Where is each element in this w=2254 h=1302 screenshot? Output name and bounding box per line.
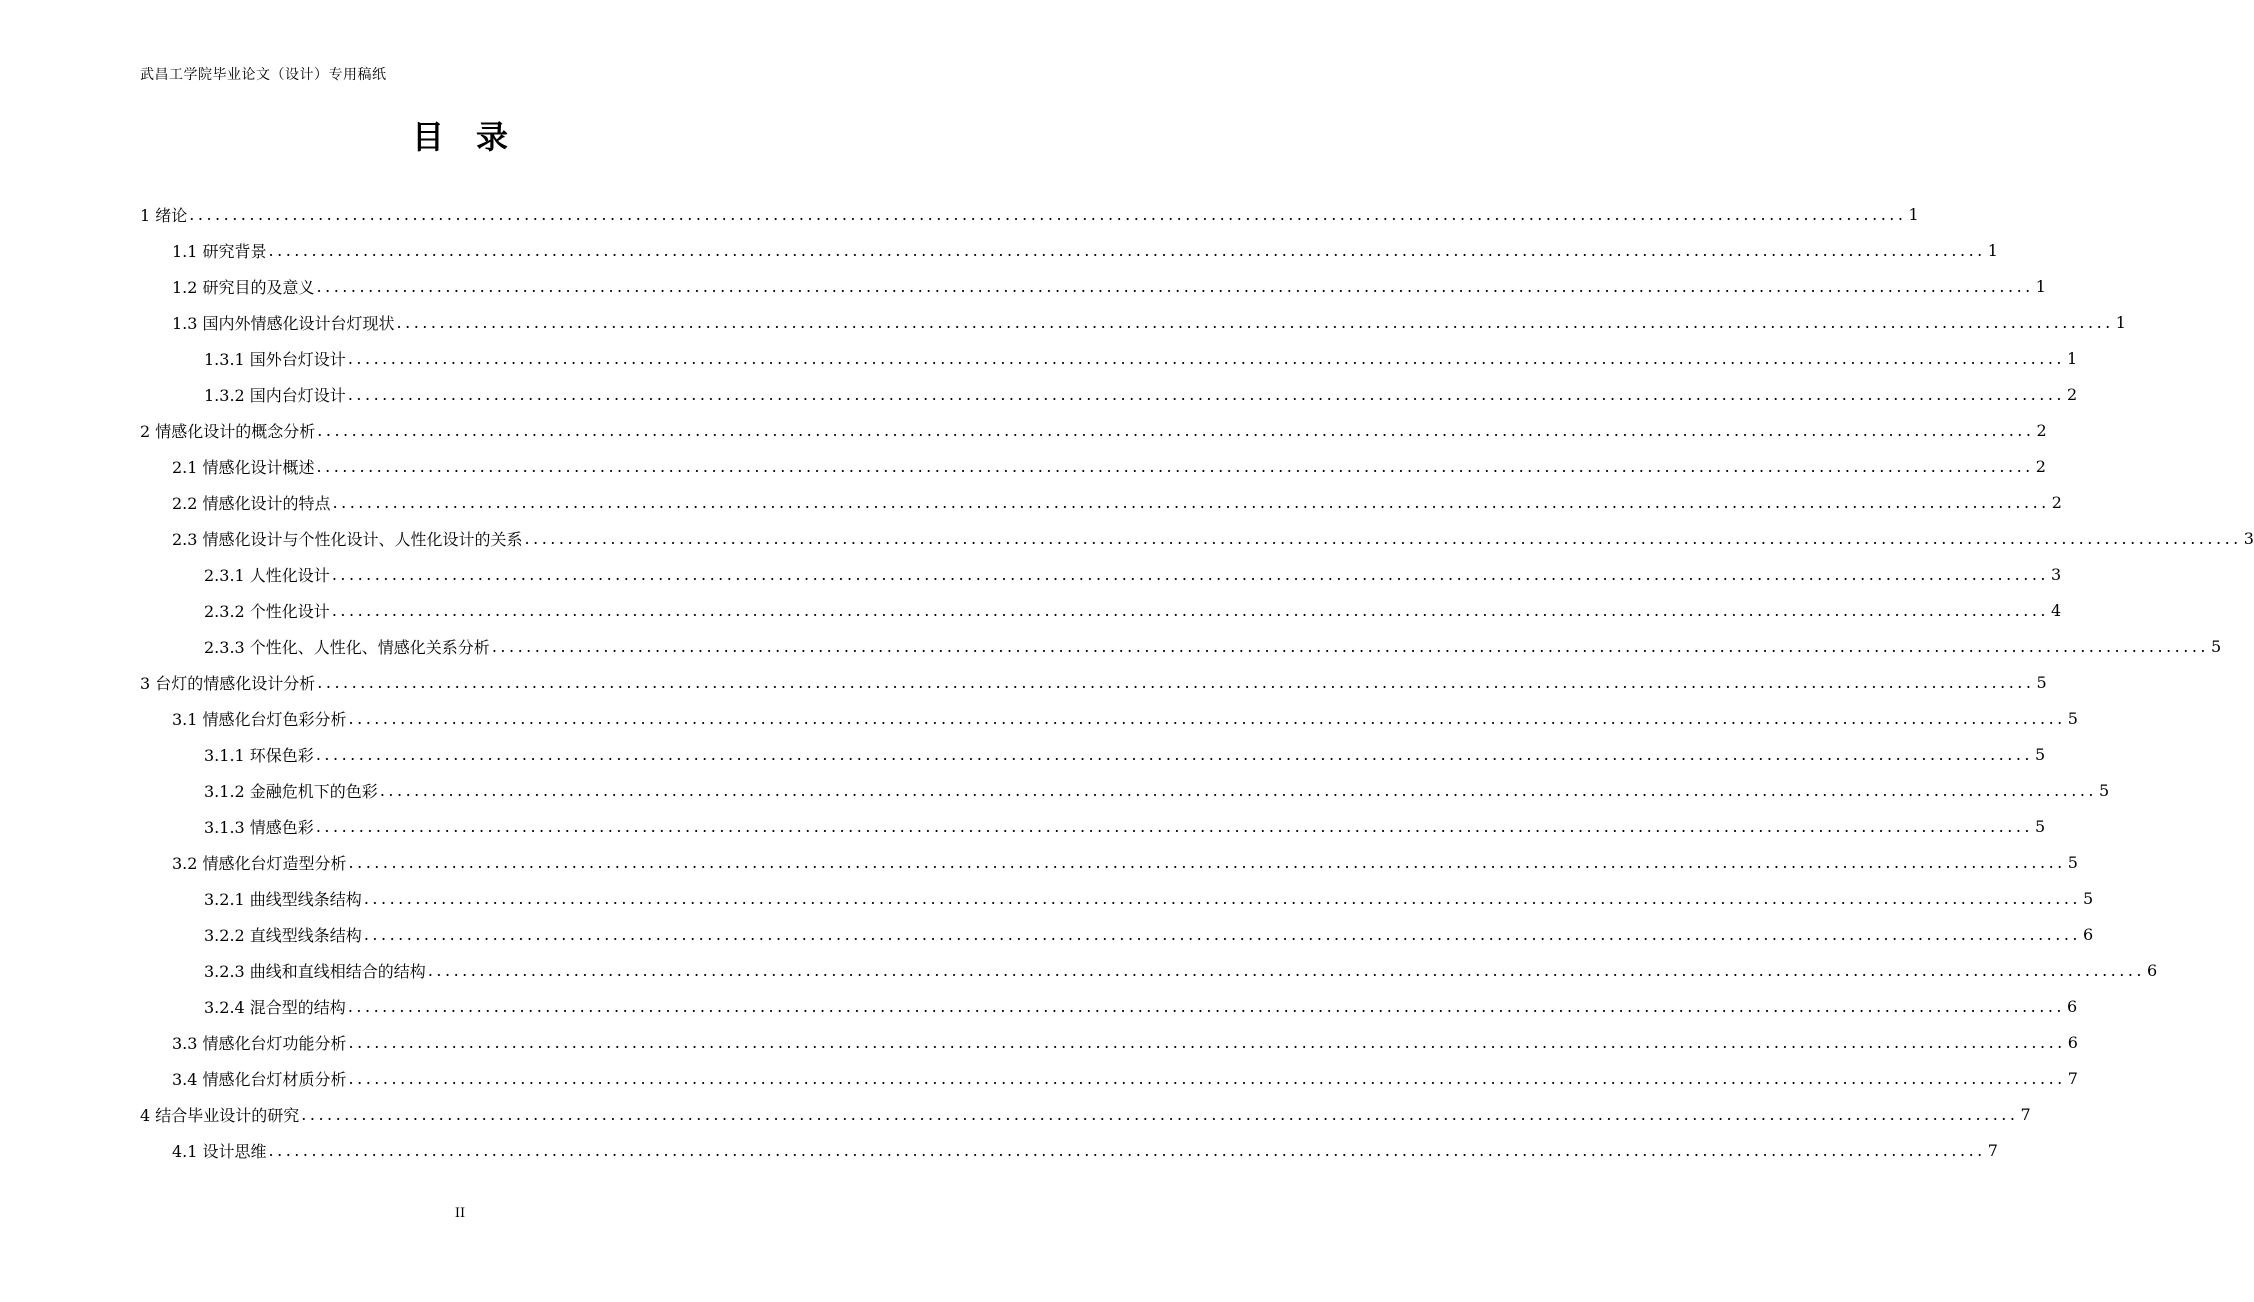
toc-entry-page: 1: [1987, 240, 1998, 260]
page-title: 目 录: [411, 118, 508, 156]
toc-entry-label: 3.3 情感化台灯功能分析: [172, 1033, 347, 1053]
toc-entry-page: 2: [2035, 456, 2046, 476]
toc-dot-leader: ........................................................................................................................................................................................................: [268, 240, 1986, 260]
page-header: 武昌工学院毕业论文（设计）专用稿纸: [140, 67, 387, 83]
toc-entry-label: 2.3.2 个性化设计: [204, 601, 330, 621]
toc-entry-page: 5: [2099, 780, 2110, 800]
toc-entry-label: 2.1 情感化设计概述: [172, 457, 315, 477]
toc-entry-label: 2.2 情感化设计的特点: [172, 493, 331, 513]
toc-dot-leader: ........................................................................................................................................................................................................: [427, 960, 2145, 980]
toc-entry[interactable]: [0, 808, 2046, 844]
toc-entry-label: 3.2.2 直线型线条结构: [204, 925, 362, 945]
toc-entry-page: 2: [2051, 492, 2062, 512]
page-number: II: [454, 1206, 466, 1221]
toc-entry-page: 6: [2147, 960, 2158, 980]
toc-dot-leader: ........................................................................................................................................................................................................: [332, 492, 2050, 512]
toc-entry[interactable]: [0, 304, 2126, 340]
toc-entry-page: 5: [2067, 708, 2078, 728]
toc-entry-page: 5: [2211, 636, 2222, 656]
toc-entry-page: 5: [2083, 888, 2094, 908]
toc-dot-leader: ........................................................................................................................................................................................................: [348, 852, 2066, 872]
toc-entry-page: 1: [1908, 204, 1919, 224]
toc-entry[interactable]: [0, 232, 1998, 268]
toc-entry-label: 2.3.1 人性化设计: [204, 565, 330, 585]
toc-entry-page: 2: [2067, 384, 2078, 404]
toc-dot-leader: ........................................................................................................................................................................................................: [347, 348, 2065, 368]
toc-dot-leader: ........................................................................................................................................................................................................: [491, 636, 2209, 656]
toc-entry[interactable]: [0, 484, 2062, 520]
toc-entry-page: 3: [2051, 564, 2062, 584]
toc-entry[interactable]: [0, 844, 2078, 880]
toc-entry[interactable]: [0, 916, 2094, 952]
toc-dot-leader: ........................................................................................................................................................................................................: [316, 276, 2034, 296]
toc-entry-label: 1.1 研究背景: [172, 241, 267, 261]
toc-entry-page: 7: [1987, 1140, 1998, 1160]
toc-dot-leader: ........................................................................................................................................................................................................: [348, 1068, 2066, 1088]
toc-entry-label: 1.3 国内外情感化设计台灯现状: [172, 313, 395, 333]
toc-entry[interactable]: [0, 1060, 2078, 1096]
toc-entry-page: 5: [2035, 816, 2046, 836]
toc-dot-leader: ........................................................................................................................................................................................................: [331, 600, 2049, 620]
toc-entry-label: 3.1 情感化台灯色彩分析: [172, 709, 347, 729]
toc-entry-label: 3.4 情感化台灯材质分析: [172, 1069, 347, 1089]
toc-entry[interactable]: [0, 1132, 1998, 1168]
toc-entry-page: 3: [2243, 528, 2254, 548]
toc-dot-leader: ........................................................................................................................................................................................................: [348, 1032, 2066, 1052]
toc-dot-leader: ........................................................................................................................................................................................................: [317, 672, 2035, 692]
toc-entry[interactable]: [0, 412, 2047, 448]
toc-entry-label: 2.3 情感化设计与个性化设计、人性化设计的关系: [172, 529, 523, 549]
toc-dot-leader: ........................................................................................................................................................................................................: [315, 744, 2033, 764]
toc-entry-page: 6: [2083, 924, 2094, 944]
toc-entry[interactable]: [0, 376, 2078, 412]
toc-entry[interactable]: [0, 628, 2222, 664]
toc-entry-label: 1.3.2 国内台灯设计: [204, 385, 346, 405]
toc-dot-leader: ........................................................................................................................................................................................................: [317, 420, 2035, 440]
toc-entry-label: 2.3.3 个性化、人性化、情感化关系分析: [204, 637, 490, 657]
toc-dot-leader: ........................................................................................................................................................................................................: [347, 996, 2065, 1016]
toc-entry[interactable]: [0, 988, 2078, 1024]
toc-dot-leader: ........................................................................................................................................................................................................: [331, 564, 2049, 584]
toc-entry[interactable]: [0, 556, 2062, 592]
toc-entry-page: 1: [2115, 312, 2126, 332]
toc-dot-leader: ........................................................................................................................................................................................................: [363, 924, 2081, 944]
toc-dot-leader: ........................................................................................................................................................................................................: [268, 1140, 1986, 1160]
toc-entry-label: 3.1.1 环保色彩: [204, 745, 314, 765]
toc-entry-page: 1: [2067, 348, 2078, 368]
toc-entry[interactable]: [0, 952, 2158, 988]
toc-entry[interactable]: [0, 772, 2110, 808]
toc-entry[interactable]: [0, 340, 2078, 376]
toc-entry-label: 3.2 情感化台灯造型分析: [172, 853, 347, 873]
toc-entry-page: 6: [2067, 996, 2078, 1016]
toc-entry-label: 1.3.1 国外台灯设计: [204, 349, 346, 369]
toc-dot-leader: ........................................................................................................................................................................................................: [524, 528, 2242, 548]
toc-entry-page: 5: [2036, 672, 2047, 692]
toc-dot-leader: ........................................................................................................................................................................................................: [347, 384, 2065, 404]
toc-entry-label: 4 结合毕业设计的研究: [140, 1105, 300, 1125]
toc-dot-leader: ........................................................................................................................................................................................................: [363, 888, 2081, 908]
toc-entry[interactable]: [0, 1096, 2031, 1132]
toc-entry-label: 4.1 设计思维: [172, 1141, 267, 1161]
toc-entry-label: 1 绪论: [140, 205, 188, 225]
toc-entry-label: 3.2.4 混合型的结构: [204, 997, 346, 1017]
toc-entry-page: 7: [2067, 1068, 2078, 1088]
toc-entry[interactable]: [0, 736, 2046, 772]
toc-entry[interactable]: [0, 268, 2046, 304]
toc-entry[interactable]: [0, 1024, 2078, 1060]
toc-entry[interactable]: [0, 196, 1919, 232]
toc-dot-leader: ........................................................................................................................................................................................................: [301, 1104, 2019, 1124]
toc-entry-label: 3.2.3 曲线和直线相结合的结构: [204, 961, 426, 981]
toc-dot-leader: ........................................................................................................................................................................................................: [316, 456, 2034, 476]
toc-entry-label: 2 情感化设计的概念分析: [140, 421, 316, 441]
toc-dot-leader: ........................................................................................................................................................................................................: [396, 312, 2114, 332]
toc-entry-page: 1: [2035, 276, 2046, 296]
toc-entry-label: 3.1.3 情感色彩: [204, 817, 314, 837]
toc-dot-leader: ........................................................................................................................................................................................................: [348, 708, 2066, 728]
toc-entry-page: 7: [2020, 1104, 2031, 1124]
toc-entry-label: 3.2.1 曲线型线条结构: [204, 889, 362, 909]
toc-entry-page: 5: [2035, 744, 2046, 764]
toc-entry-page: 6: [2067, 1032, 2078, 1052]
toc-dot-leader: ........................................................................................................................................................................................................: [189, 204, 1907, 224]
toc-entry[interactable]: [0, 520, 2254, 556]
table-of-contents: [0, 196, 2254, 1168]
toc-entry-label: 3 台灯的情感化设计分析: [140, 673, 316, 693]
toc-dot-leader: ........................................................................................................................................................................................................: [379, 780, 2097, 800]
toc-entry-label: 3.1.2 金融危机下的色彩: [204, 781, 378, 801]
toc-entry-label: 1.2 研究目的及意义: [172, 277, 315, 297]
toc-entry[interactable]: [0, 448, 2046, 484]
toc-entry[interactable]: [0, 700, 2078, 736]
toc-dot-leader: ........................................................................................................................................................................................................: [315, 816, 2033, 836]
toc-entry[interactable]: [0, 592, 2062, 628]
toc-entry[interactable]: [0, 880, 2094, 916]
toc-entry-page: 4: [2051, 600, 2062, 620]
toc-entry-page: 5: [2067, 852, 2078, 872]
toc-entry-page: 2: [2036, 420, 2047, 440]
toc-entry[interactable]: [0, 664, 2047, 700]
